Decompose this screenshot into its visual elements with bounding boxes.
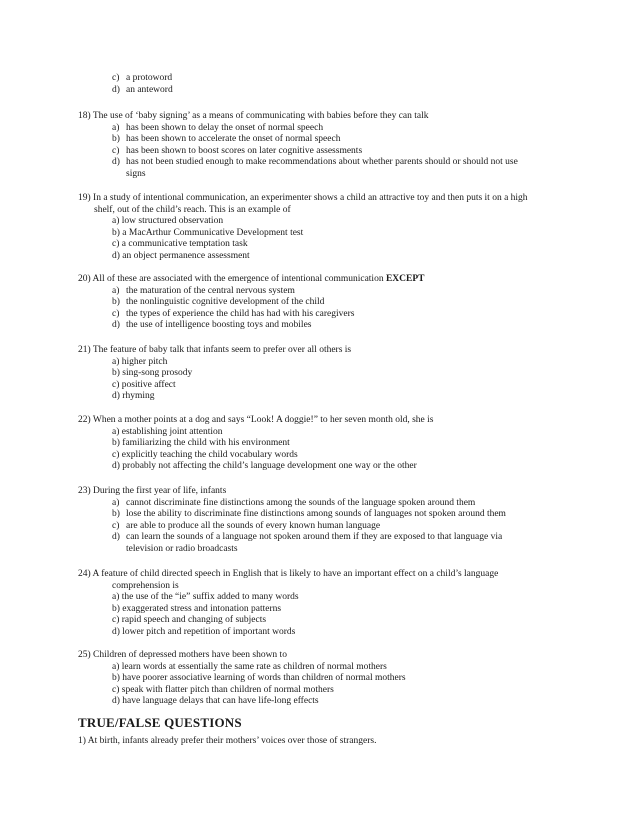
option-d: d) can learn the sounds of a language not spoken around them if they are exposed to that language via	[112, 532, 503, 543]
option-d: d) rhyming	[112, 391, 155, 402]
option-b: b) have poorer associative learning of words than children of normal mothers	[112, 673, 406, 684]
option-c: c) positive affect	[112, 379, 176, 390]
question-stem: 24) A feature of child directed speech in English that is likely to have an important effect on a child’s language	[78, 569, 499, 579]
option-b: b) lose the ability to discriminate fine distinctions among sounds of languages not spoken around them	[112, 509, 506, 520]
option-d-continuation: signs	[126, 168, 146, 179]
question-stem: 18) The use of ‘baby signing’ as a means of communicating with babies before they can talk	[78, 111, 429, 121]
option-b: b) has been shown to accelerate the onset of normal speech	[112, 134, 341, 145]
option-b: b) sing-song prosody	[112, 368, 193, 379]
option-b: b) exaggerated stress and intonation patterns	[112, 603, 282, 614]
option-c: c) the types of experience the child has had with his caregivers	[112, 308, 355, 319]
question-20	[0, 274, 638, 332]
question-stem: 19) In a study of intentional communication, an experimenter shows a child an attractive toy and then puts it on a high	[78, 193, 528, 203]
option-d: d) an anteword	[112, 84, 173, 95]
option-a: a) higher pitch	[112, 356, 168, 367]
option-d: d) has not been studied enough to make recommendations about whether parents should or should not use	[112, 157, 518, 168]
question-24	[0, 569, 638, 639]
question-stem-continuation: comprehension is	[112, 580, 179, 591]
question-stem: 20) All of these are associated with the emergence of intentional communication EXCEPT	[78, 274, 425, 284]
question-stem: 25) Children of depressed mothers have been shown to	[78, 650, 287, 660]
option-d: d) probably not affecting the child’s language development one way or the other	[112, 461, 417, 472]
question-17-tail	[0, 73, 638, 96]
question-22	[0, 415, 638, 473]
option-a: a) has been shown to delay the onset of normal speech	[112, 122, 324, 133]
question-25	[0, 650, 638, 708]
option-d: d) the use of intelligence boosting toys and mobiles	[112, 320, 312, 331]
question-stem-continuation: shelf, out of the child’s reach. This is an example of	[94, 204, 291, 215]
option-b: b) a MacArthur Communicative Development test	[112, 227, 304, 238]
question-18	[0, 111, 638, 181]
option-a: a) establishing joint attention	[112, 426, 223, 437]
option-c: c) explicitly teaching the child vocabulary words	[112, 449, 298, 460]
option-d: d) have language delays that can have life-long effects	[112, 696, 319, 707]
question-21	[0, 345, 638, 403]
option-c: c) speak with flatter pitch than children of normal mothers	[112, 684, 334, 695]
question-stem: 23) During the first year of life, infants	[78, 486, 227, 496]
option-c: c) a protoword	[112, 73, 173, 83]
true-false-question-1: 1) At birth, infants already prefer their mothers’ voices over those of strangers.	[78, 736, 377, 746]
question-19	[0, 193, 638, 263]
option-d: d) an object permanence assessment	[112, 250, 250, 261]
option-c: c) rapid speech and changing of subjects	[112, 615, 267, 626]
option-d: d) lower pitch and repetition of important words	[112, 626, 296, 637]
option-b: b) the nonlinguistic cognitive development of the child	[112, 297, 325, 308]
question-stem: 22) When a mother points at a dog and says “Look! A doggie!” to her seven month old, she is	[78, 415, 434, 425]
true-false-heading: TRUE/FALSE QUESTIONS	[78, 715, 242, 730]
emphasis-except: EXCEPT	[385, 274, 425, 284]
option-c: c) a communicative temptation task	[112, 239, 248, 250]
question-23	[0, 486, 638, 556]
option-a: a) learn words at essentially the same rate as children of normal mothers	[112, 661, 387, 672]
option-c: c) are able to produce all the sounds of every known human language	[112, 520, 381, 531]
option-c: c) has been shown to boost scores on later cognitive assessments	[112, 145, 363, 156]
option-a: a) cannot discriminate fine distinctions among the sounds of the language spoken around them	[112, 497, 476, 508]
option-a: a) the maturation of the central nervous system	[112, 285, 295, 296]
option-a: a) low structured observation	[112, 216, 224, 227]
option-a: a) the use of the “ie” suffix added to many words	[112, 592, 299, 603]
question-stem: 21) The feature of baby talk that infants seem to prefer over all others is	[78, 345, 352, 355]
option-d-continuation: television or radio broadcasts	[126, 543, 238, 554]
option-b: b) familiarizing the child with his environment	[112, 438, 290, 449]
